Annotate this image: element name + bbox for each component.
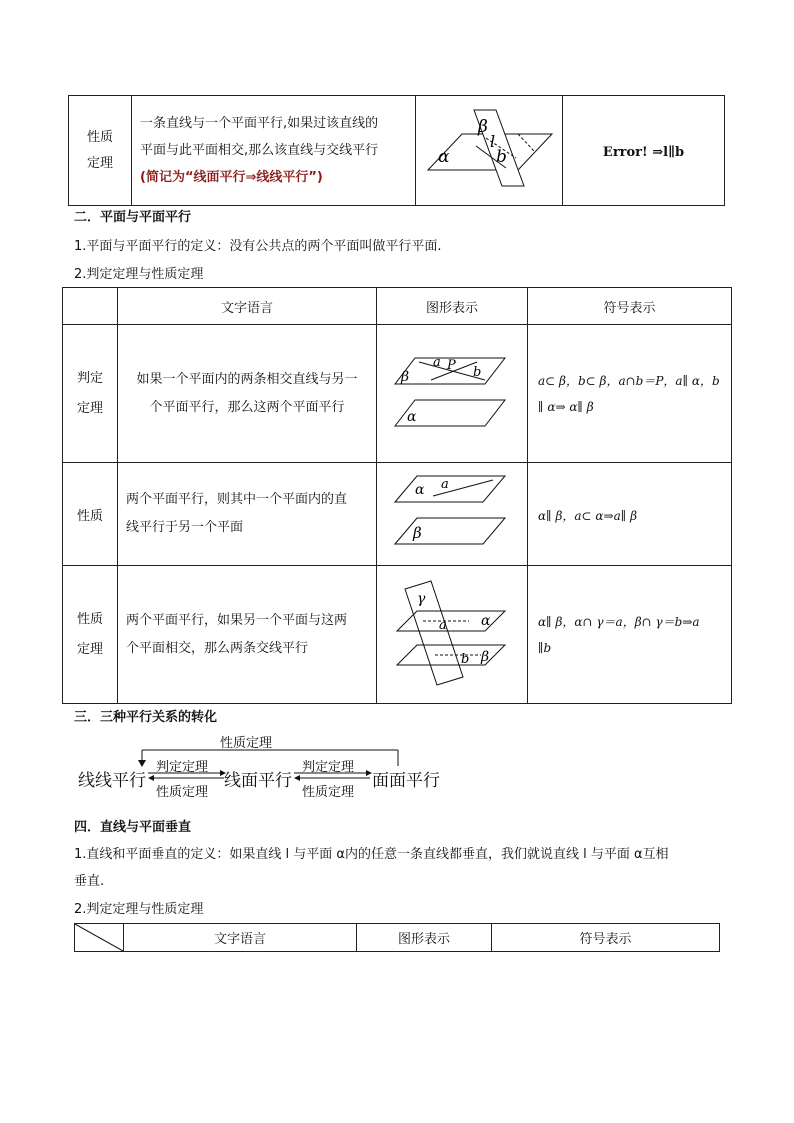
arrow-label: 性质定理 [302, 785, 355, 800]
a-label: a [439, 617, 447, 633]
arrow-label: 性质定理 [156, 785, 209, 800]
section-heading: 二．平面与平面平行 [74, 210, 192, 225]
theorem-table-top [68, 95, 725, 206]
perpendicular-table [74, 923, 720, 952]
header-figure: 图形表示 [357, 924, 492, 952]
a-label: a [441, 476, 449, 492]
row-label-cell: 性质 定理 [63, 566, 118, 704]
subheading-text: 2.判定定理与性质定理 [74, 267, 204, 282]
definition-text: 垂直. [74, 874, 105, 889]
gamma-label: γ [417, 590, 426, 607]
beta-label: β [401, 368, 410, 385]
a-label: a [433, 354, 441, 370]
parallel-conversion-diagram [78, 730, 458, 802]
node-line-line-parallel: 线线平行 [78, 771, 146, 791]
symbol-cell: α∥ β，α∩ γ＝a，β∩ γ＝b⇒a ∥b [528, 566, 732, 704]
P-label: P [447, 357, 456, 373]
beta-label: β [481, 648, 490, 665]
diagonal-line [75, 924, 123, 951]
section-heading: 四．直线与平面垂直 [74, 820, 192, 835]
row-label: 性质 定理 [86, 129, 113, 171]
node-line-plane-parallel: 线面平行 [224, 771, 292, 791]
arrow-label: 判定定理 [156, 760, 209, 775]
top-arrow-label: 性质定理 [220, 736, 273, 751]
b-label: b [473, 364, 482, 380]
header-figure: 图形表示 [377, 288, 528, 325]
section-heading: 三．三种平行关系的转化 [74, 710, 218, 725]
b-label: b [496, 147, 507, 167]
figure-cell [416, 96, 563, 206]
symbol-text: Error! ⇒l∥b [602, 145, 685, 160]
beta-label: β [478, 117, 488, 137]
header-text-language: 文字语言 [118, 288, 377, 325]
symbol-cell: α∥ β，a⊂ α⇒a∥ β [528, 463, 732, 566]
node-plane-plane-parallel: 面面平行 [372, 771, 440, 791]
header-text-language: 文字语言 [124, 924, 357, 952]
text-cell: 两个平面平行，如果另一个平面与这两 个平面相交，那么两条交线平行 [118, 566, 377, 704]
alpha-label: α [415, 481, 425, 498]
line-plane-figure [416, 96, 562, 205]
text-cell: 如果一个平面内的两条相交直线与另一 个平面平行，那么这两个平面平行 [118, 325, 377, 463]
definition-text: 1.直线和平面垂直的定义：如果直线 l 与平面 α内的任意一条直线都垂直，我们就说直线 l 与平面 α互相 [74, 847, 669, 862]
alpha-label: α [407, 408, 417, 425]
header-symbol: 符号表示 [528, 288, 732, 325]
beta-label: β [413, 523, 422, 542]
alpha-label: α [481, 612, 491, 629]
text-cell [132, 96, 416, 206]
subheading-text: 2.判定定理与性质定理 [74, 902, 204, 917]
b-label: b [461, 651, 470, 667]
theorem-text-line: 一条直线与一个平面平行,如果过该直线的 [140, 116, 379, 131]
plane-judgement-figure [377, 326, 527, 462]
figure-cell [377, 566, 528, 704]
symbol-cell [563, 96, 725, 206]
row-label-cell: 性质 [63, 463, 118, 566]
theorem-note: (简记为“线面平行⇒线线平行”) [140, 170, 323, 185]
corner-cell [75, 924, 124, 952]
figure-cell [377, 463, 528, 566]
figure-cell [377, 325, 528, 463]
symbol-cell: a⊂ β，b⊂ β，a∩b＝P，a∥ α，b ∥ α⇒ α∥ β [528, 325, 732, 463]
alpha-label: α [438, 147, 450, 167]
corner-cell [63, 288, 118, 325]
parallel-planes-table [62, 287, 732, 704]
text-cell: 两个平面平行，则其中一个平面内的直 线平行于另一个平面 [118, 463, 377, 566]
row-label-cell: 判定 定理 [63, 325, 118, 463]
row-label-cell [69, 96, 132, 206]
arrow-label: 判定定理 [302, 760, 355, 775]
theorem-text-line: 平面与此平面相交,那么该直线与交线平行 [140, 143, 379, 158]
definition-text: 1.平面与平面平行的定义：没有公共点的两个平面叫做平行平面. [74, 239, 442, 254]
plane-property-figure [377, 464, 527, 565]
three-planes-figure [377, 567, 527, 703]
header-symbol: 符号表示 [492, 924, 720, 952]
l-label: l [490, 132, 496, 151]
